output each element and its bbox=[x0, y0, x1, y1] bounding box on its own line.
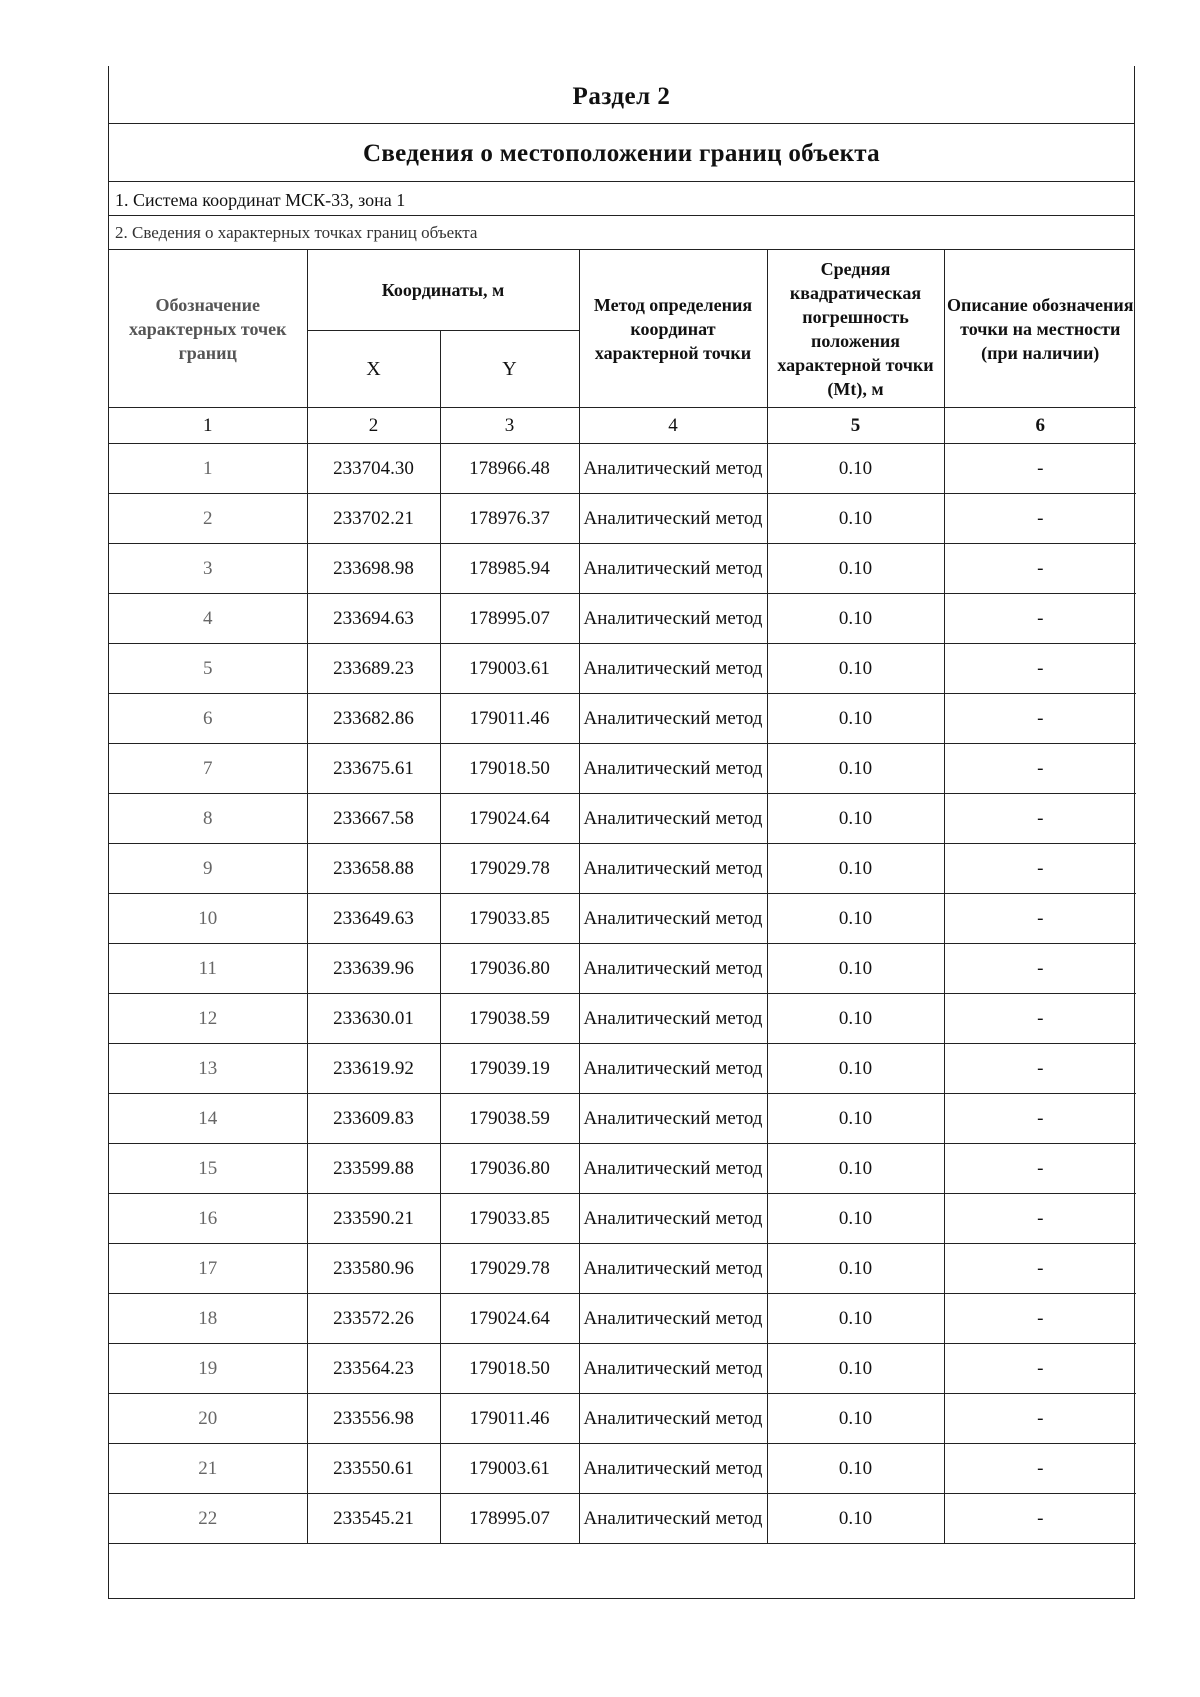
y-coordinate-cell: 178966.48 bbox=[440, 444, 579, 494]
column-number: 1 bbox=[109, 408, 307, 444]
x-coordinate-cell: 233704.30 bbox=[307, 444, 440, 494]
y-coordinate-cell: 179038.59 bbox=[440, 1094, 579, 1144]
y-coordinate-cell: 178995.07 bbox=[440, 1494, 579, 1544]
method-cell: Аналитический метод bbox=[579, 594, 767, 644]
point-number-cell: 3 bbox=[109, 544, 307, 594]
method-cell: Аналитический метод bbox=[579, 944, 767, 994]
description-cell: - bbox=[944, 1044, 1136, 1094]
x-coordinate-cell: 233599.88 bbox=[307, 1144, 440, 1194]
error-cell: 0.10 bbox=[767, 1344, 944, 1394]
description-cell: - bbox=[944, 594, 1136, 644]
x-coordinate-cell: 233564.23 bbox=[307, 1344, 440, 1394]
table-row bbox=[109, 694, 1136, 744]
description-cell: - bbox=[944, 994, 1136, 1044]
y-coordinate-cell: 179036.80 bbox=[440, 1144, 579, 1194]
method-cell: Аналитический метод bbox=[579, 1344, 767, 1394]
x-coordinate-cell: 233580.96 bbox=[307, 1244, 440, 1294]
header-y: Y bbox=[440, 331, 579, 408]
y-coordinate-cell: 179033.85 bbox=[440, 1194, 579, 1244]
point-number-cell: 16 bbox=[109, 1194, 307, 1244]
table-row bbox=[109, 1244, 1136, 1294]
table-row bbox=[109, 944, 1136, 994]
point-number-cell: 18 bbox=[109, 1294, 307, 1344]
x-coordinate-cell: 233689.23 bbox=[307, 644, 440, 694]
x-coordinate-cell: 233572.26 bbox=[307, 1294, 440, 1344]
description-cell: - bbox=[944, 844, 1136, 894]
error-cell: 0.10 bbox=[767, 494, 944, 544]
description-cell: - bbox=[944, 1194, 1136, 1244]
table-row bbox=[109, 644, 1136, 694]
method-cell: Аналитический метод bbox=[579, 1194, 767, 1244]
table-row bbox=[109, 744, 1136, 794]
error-cell: 0.10 bbox=[767, 944, 944, 994]
page-title: Сведения о местоположении границ объекта bbox=[109, 124, 1134, 182]
description-cell: - bbox=[944, 694, 1136, 744]
x-coordinate-cell: 233698.98 bbox=[307, 544, 440, 594]
description-cell: - bbox=[944, 794, 1136, 844]
method-cell: Аналитический метод bbox=[579, 994, 767, 1044]
y-coordinate-cell: 179038.59 bbox=[440, 994, 579, 1044]
method-cell: Аналитический метод bbox=[579, 1144, 767, 1194]
error-cell: 0.10 bbox=[767, 1494, 944, 1544]
point-number-cell: 10 bbox=[109, 894, 307, 944]
description-cell: - bbox=[944, 1294, 1136, 1344]
point-number-cell: 15 bbox=[109, 1144, 307, 1194]
y-coordinate-cell: 179018.50 bbox=[440, 1344, 579, 1394]
description-cell: - bbox=[944, 494, 1136, 544]
column-number: 5 bbox=[767, 408, 944, 444]
point-number-cell: 20 bbox=[109, 1394, 307, 1444]
error-cell: 0.10 bbox=[767, 894, 944, 944]
y-coordinate-cell: 179024.64 bbox=[440, 1294, 579, 1344]
column-number: 3 bbox=[440, 408, 579, 444]
header-point-name: Обозначение характерных точек границ bbox=[109, 250, 307, 408]
method-cell: Аналитический метод bbox=[579, 794, 767, 844]
point-number-cell: 12 bbox=[109, 994, 307, 1044]
header-method: Метод определения координат характерной точки bbox=[579, 250, 767, 408]
table-row bbox=[109, 444, 1136, 494]
error-cell: 0.10 bbox=[767, 744, 944, 794]
point-number-cell: 4 bbox=[109, 594, 307, 644]
method-cell: Аналитический метод bbox=[579, 494, 767, 544]
y-coordinate-cell: 178976.37 bbox=[440, 494, 579, 544]
error-cell: 0.10 bbox=[767, 1244, 944, 1294]
description-cell: - bbox=[944, 894, 1136, 944]
error-cell: 0.10 bbox=[767, 444, 944, 494]
description-cell: - bbox=[944, 1144, 1136, 1194]
column-number: 6 bbox=[944, 408, 1136, 444]
x-coordinate-cell: 233609.83 bbox=[307, 1094, 440, 1144]
table-row bbox=[109, 1494, 1136, 1544]
table-row bbox=[109, 794, 1136, 844]
method-cell: Аналитический метод bbox=[579, 444, 767, 494]
error-cell: 0.10 bbox=[767, 1394, 944, 1444]
description-cell: - bbox=[944, 1444, 1136, 1494]
point-number-cell: 17 bbox=[109, 1244, 307, 1294]
x-coordinate-cell: 233619.92 bbox=[307, 1044, 440, 1094]
description-cell: - bbox=[944, 544, 1136, 594]
table-row bbox=[109, 894, 1136, 944]
table-row bbox=[109, 1094, 1136, 1144]
table-row bbox=[109, 1444, 1136, 1494]
description-cell: - bbox=[944, 944, 1136, 994]
y-coordinate-cell: 179024.64 bbox=[440, 794, 579, 844]
x-coordinate-cell: 233556.98 bbox=[307, 1394, 440, 1444]
point-number-cell: 5 bbox=[109, 644, 307, 694]
points-caption: 2. Сведения о характерных точках границ объекта bbox=[109, 216, 1134, 250]
y-coordinate-cell: 179003.61 bbox=[440, 644, 579, 694]
point-number-cell: 14 bbox=[109, 1094, 307, 1144]
error-cell: 0.10 bbox=[767, 844, 944, 894]
table-row bbox=[109, 1144, 1136, 1194]
error-cell: 0.10 bbox=[767, 644, 944, 694]
point-number-cell: 6 bbox=[109, 694, 307, 744]
point-number-cell: 19 bbox=[109, 1344, 307, 1394]
description-cell: - bbox=[944, 644, 1136, 694]
point-number-cell: 2 bbox=[109, 494, 307, 544]
method-cell: Аналитический метод bbox=[579, 544, 767, 594]
description-cell: - bbox=[944, 1494, 1136, 1544]
method-cell: Аналитический метод bbox=[579, 644, 767, 694]
method-cell: Аналитический метод bbox=[579, 1494, 767, 1544]
y-coordinate-cell: 179018.50 bbox=[440, 744, 579, 794]
point-number-cell: 1 bbox=[109, 444, 307, 494]
method-cell: Аналитический метод bbox=[579, 844, 767, 894]
error-cell: 0.10 bbox=[767, 1044, 944, 1094]
column-number-row bbox=[109, 408, 1136, 444]
y-coordinate-cell: 179011.46 bbox=[440, 1394, 579, 1444]
method-cell: Аналитический метод bbox=[579, 1394, 767, 1444]
error-cell: 0.10 bbox=[767, 794, 944, 844]
method-cell: Аналитический метод bbox=[579, 894, 767, 944]
table-row bbox=[109, 844, 1136, 894]
table-row bbox=[109, 1194, 1136, 1244]
error-cell: 0.10 bbox=[767, 1294, 944, 1344]
point-number-cell: 11 bbox=[109, 944, 307, 994]
x-coordinate-cell: 233639.96 bbox=[307, 944, 440, 994]
y-coordinate-cell: 178985.94 bbox=[440, 544, 579, 594]
y-coordinate-cell: 179029.78 bbox=[440, 1244, 579, 1294]
method-cell: Аналитический метод bbox=[579, 1294, 767, 1344]
method-cell: Аналитический метод bbox=[579, 1444, 767, 1494]
header-x: X bbox=[307, 331, 440, 408]
x-coordinate-cell: 233682.86 bbox=[307, 694, 440, 744]
y-coordinate-cell: 178995.07 bbox=[440, 594, 579, 644]
table-footer-blank bbox=[109, 1577, 1134, 1598]
description-cell: - bbox=[944, 744, 1136, 794]
method-cell: Аналитический метод bbox=[579, 1044, 767, 1094]
x-coordinate-cell: 233658.88 bbox=[307, 844, 440, 894]
error-cell: 0.10 bbox=[767, 1144, 944, 1194]
x-coordinate-cell: 233649.63 bbox=[307, 894, 440, 944]
error-cell: 0.10 bbox=[767, 694, 944, 744]
description-cell: - bbox=[944, 1094, 1136, 1144]
y-coordinate-cell: 179029.78 bbox=[440, 844, 579, 894]
error-cell: 0.10 bbox=[767, 544, 944, 594]
section-heading: Раздел 2 bbox=[109, 66, 1134, 124]
header-error: Средняя квадратическая погрешность положения характерной точки (Mt), м bbox=[767, 250, 944, 408]
header-coordinates: Координаты, м bbox=[307, 250, 579, 331]
x-coordinate-cell: 233702.21 bbox=[307, 494, 440, 544]
table-row bbox=[109, 1344, 1136, 1394]
x-coordinate-cell: 233590.21 bbox=[307, 1194, 440, 1244]
table-row bbox=[109, 1044, 1136, 1094]
x-coordinate-cell: 233675.61 bbox=[307, 744, 440, 794]
method-cell: Аналитический метод bbox=[579, 1244, 767, 1294]
table-row bbox=[109, 1394, 1136, 1444]
description-cell: - bbox=[944, 1394, 1136, 1444]
y-coordinate-cell: 179011.46 bbox=[440, 694, 579, 744]
error-cell: 0.10 bbox=[767, 1194, 944, 1244]
error-cell: 0.10 bbox=[767, 994, 944, 1044]
method-cell: Аналитический метод bbox=[579, 1094, 767, 1144]
point-number-cell: 22 bbox=[109, 1494, 307, 1544]
description-cell: - bbox=[944, 1344, 1136, 1394]
table-row bbox=[109, 994, 1136, 1044]
method-cell: Аналитический метод bbox=[579, 694, 767, 744]
point-number-cell: 7 bbox=[109, 744, 307, 794]
y-coordinate-cell: 179039.19 bbox=[440, 1044, 579, 1094]
table-row bbox=[109, 544, 1136, 594]
point-number-cell: 9 bbox=[109, 844, 307, 894]
error-cell: 0.10 bbox=[767, 594, 944, 644]
point-number-cell: 13 bbox=[109, 1044, 307, 1094]
table-row bbox=[109, 1294, 1136, 1344]
point-number-cell: 21 bbox=[109, 1444, 307, 1494]
error-cell: 0.10 bbox=[767, 1094, 944, 1144]
column-number: 2 bbox=[307, 408, 440, 444]
method-cell: Аналитический метод bbox=[579, 744, 767, 794]
error-cell: 0.10 bbox=[767, 1444, 944, 1494]
boundary-points-table bbox=[109, 250, 1136, 1544]
column-number: 4 bbox=[579, 408, 767, 444]
document-frame bbox=[108, 66, 1135, 1599]
x-coordinate-cell: 233630.01 bbox=[307, 994, 440, 1044]
table-row bbox=[109, 494, 1136, 544]
x-coordinate-cell: 233545.21 bbox=[307, 1494, 440, 1544]
y-coordinate-cell: 179003.61 bbox=[440, 1444, 579, 1494]
point-number-cell: 8 bbox=[109, 794, 307, 844]
x-coordinate-cell: 233667.58 bbox=[307, 794, 440, 844]
x-coordinate-cell: 233550.61 bbox=[307, 1444, 440, 1494]
coordinate-system-line: 1. Система координат МСК-33, зона 1 bbox=[109, 182, 1134, 216]
table-row bbox=[109, 594, 1136, 644]
description-cell: - bbox=[944, 1244, 1136, 1294]
header-description: Описание обозначения точки на местности (при наличии) bbox=[944, 250, 1136, 408]
description-cell: - bbox=[944, 444, 1136, 494]
y-coordinate-cell: 179033.85 bbox=[440, 894, 579, 944]
y-coordinate-cell: 179036.80 bbox=[440, 944, 579, 994]
x-coordinate-cell: 233694.63 bbox=[307, 594, 440, 644]
